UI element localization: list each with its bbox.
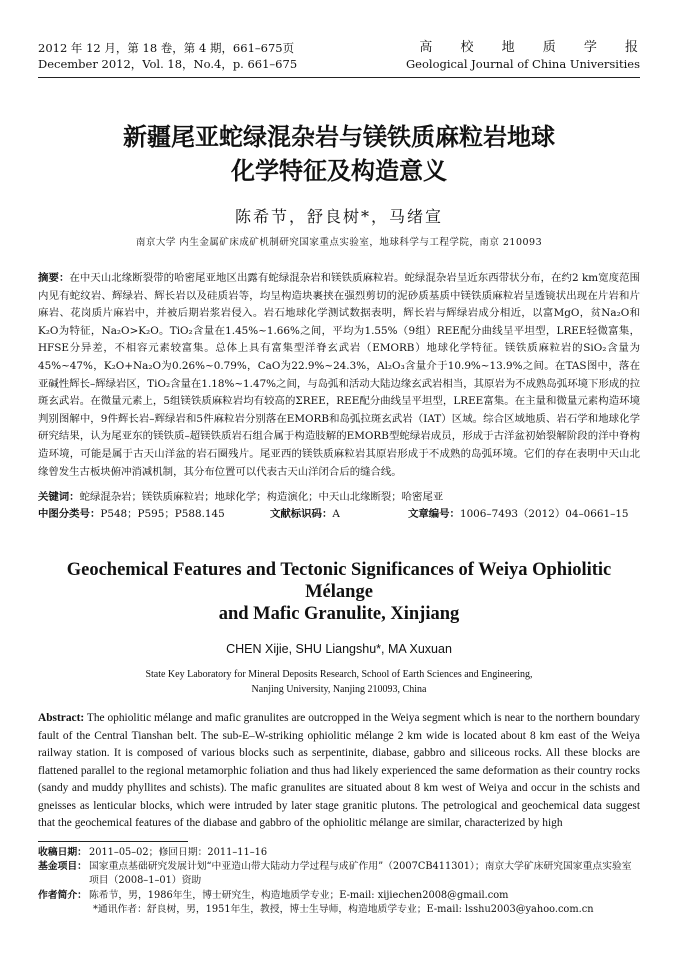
title-en-line1: Geochemical Features and Tectonic Significances of Weiya Ophiolitic Mélange bbox=[66, 560, 612, 603]
authors-cn: 陈希节，舒良树*，马绪宣 bbox=[234, 207, 443, 226]
affiliation-cn: 南京大学 内生金属矿床成矿机制研究国家重点实验室，地球科学与工程学院，南京 210093 bbox=[135, 237, 543, 248]
fund-info bbox=[38, 860, 640, 889]
affiliation-en bbox=[38, 667, 640, 697]
article-label: 文章编号： bbox=[408, 508, 460, 521]
fund-text bbox=[89, 860, 640, 889]
received-date bbox=[38, 846, 640, 860]
clc-value: P548；P595；P588.145 bbox=[100, 508, 225, 521]
author-text: 陈希节，男，1986年生，博士研究生，构造地质学专业；E-mail: xijiechen2008@gmail.com bbox=[88, 889, 509, 901]
running-header bbox=[38, 0, 650, 72]
received-label: 收稿日期： bbox=[38, 846, 87, 858]
header-rule bbox=[38, 77, 640, 78]
abstract-en-label: Abstract: bbox=[38, 712, 85, 725]
doc-label: 文献标识码： bbox=[270, 508, 333, 521]
author-label: 作者简介： bbox=[38, 889, 87, 901]
fund-label: 基金项目： bbox=[38, 860, 87, 872]
article-number bbox=[408, 506, 629, 523]
abstract-cn-label: 摘要： bbox=[38, 272, 70, 284]
fund-line1: 国家重点基础研究发展计划“中亚造山带大陆动力学过程与成矿作用”（2007CB411301）；南京大学矿床研究国家重点实验室 bbox=[88, 860, 632, 872]
doc-value: A bbox=[332, 508, 340, 521]
article-value: 1006–7493（2012）04–0661–15 bbox=[459, 508, 629, 521]
title-cn-line1: 新疆尾亚蛇绿混杂岩与镁铁质麻粒岩地球 bbox=[123, 123, 555, 151]
issue-info-en: December 2012，Vol. 18，No.4，p. 661–675 bbox=[38, 57, 298, 71]
title-en bbox=[38, 559, 640, 625]
issue-info-cn: 2012 年 12 月，第 18 卷，第 4 期，661–675页 bbox=[38, 41, 295, 55]
footnote-rule bbox=[38, 841, 188, 842]
footnotes bbox=[38, 846, 640, 917]
clc-label: 中图分类号： bbox=[38, 508, 101, 521]
author-bio bbox=[38, 889, 640, 903]
title-cn-line2: 化学特征及构造意义 bbox=[231, 157, 447, 185]
affiliation-en-line2: Nanjing University, Nanjing 210093, China bbox=[251, 684, 427, 696]
clc-number bbox=[38, 506, 270, 523]
journal-name-en: Geological Journal of China Universities bbox=[405, 57, 640, 71]
journal-name bbox=[405, 40, 650, 72]
abstract-en-text: The ophiolitic mélange and mafic granulites are outcropped in the Weiya segment which is near to the northern boundary fault of the Central Tianshan belt. The sub-E–W-striking ophiolitic mélange 2 km wide is located about 8 km east of the Weiya railway station. It is composed of various blocks such as serpentinite, diabase, gabbro and siliceous rocks. All these blocks are flattened parallel to the regional metamorphic foliation and thus had likely experienced the same deformation as their country rocks (sandy and muddy phyllites and schists). The mafic granulites are situated about 8 km west of Weiya and occur in the schists and gneisses as lenticular blocks, which were intruded by later stage granitic plutons. The petrological and geochemical data suggest that the geochemical features of the diabase and gabbro of the ophiolitic mélange are similar, characterized by high bbox=[38, 712, 640, 830]
abstract-cn bbox=[38, 270, 640, 481]
abstract-cn-text: 在中天山北缘断裂带的哈密尾亚地区出露有蛇绿混杂岩和镁铁质麻粒岩。蛇绿混杂岩呈近东西带状分布，在约2 km宽度范围内见有蛇纹岩、辉绿岩、辉长岩以及硅质岩等，均呈构造块裹挟在强烈剪切的泥砂质基质中镁铁质麻粒岩呈透镜状出现在片岩和片麻岩、花岗质片麻岩中，并被后期岩浆岩侵入。岩石地球化学测试数据表明，辉长岩与辉绿岩成分相近，以富MgO，贫Na₂O和K₂O为特征，Na₂O>K₂O。TiO₂含量在1.45%~1.66%之间，平均为1.55%（9组）REE配分曲线呈平坦型，LREE轻微富集，HFSE分异差，不相容元素较富集。总体上具有富集型洋脊玄武岩（EMORB）地球化学特征。镁铁质麻粒岩的SiO₂含量为45%~47%，K₂O+Na₂O为0.26%~0.79%，CaO为22.9%~24.3%，Al₂O₃含量介于10.9%~13.9%之间。在TAS图中，落在亚碱性辉长–辉绿岩区，TiO₂含量在1.18%~1.47%之间，与岛弧和活动大陆边缘玄武岩相当，其原岩为不成熟岛弧环境下形成的拉斑玄武岩。在微量元素上，5组镁铁质麻粒岩均有较高的ΣREE，REE配分曲线呈平坦型，LREE富集。在主量和微量元素构造环境判别图解中，9件辉长岩–辉绿岩和5件麻粒岩分别落在EMORB和岛弧拉斑玄武岩（IAT）区域。综合区域地质、岩石学和地球化学研究结果，认为尾亚东的镁铁质–超镁铁质岩石组合属于构造肢解的EMORB型蛇绿岩成员，形成于古洋盆初始裂解阶段的洋中脊构造环境，可能是属于古天山洋盆的岩石圈残片。尾亚西的镁铁质麻粒岩其原岩形成于不成熟的岛弧环境。它们的存在表明中天山北缘曾发生古板块俯冲消减机制，其分布位置可以代表古天山洋闭合后的缝合线。 bbox=[38, 272, 641, 478]
authors-en: CHEN Xijie, SHU Liangshu*, MA Xuxuan bbox=[226, 642, 452, 657]
classification-row bbox=[38, 506, 640, 523]
abstract-en bbox=[38, 710, 640, 833]
title-en-line2: and Mafic Granulite, Xinjiang bbox=[218, 604, 460, 625]
title-cn bbox=[38, 120, 640, 188]
corresponding-author: *通讯作者：舒良树，男，1951年生，教授，博士生导师，构造地质学专业；E-mail: lsshu2003@yahoo.com.cn bbox=[93, 903, 594, 915]
document-code bbox=[270, 506, 408, 523]
keywords-cn bbox=[38, 489, 640, 506]
issue-info bbox=[38, 40, 297, 72]
received-text: 2011–05–02；修回日期：2011–11–16 bbox=[88, 846, 268, 858]
fund-line2: 项目（2008–1–01）资助 bbox=[88, 875, 202, 887]
journal-name-cn: 高 校 地 质 学 报 bbox=[419, 40, 650, 55]
affiliation-en-line1: State Key Laboratory for Mineral Deposits Research, School of Earth Sciences and Engineering, bbox=[145, 669, 533, 681]
keywords-cn-text: 蛇绿混杂岩；镁铁质麻粒岩；地球化学；构造演化；中天山北缘断裂；哈密尾亚 bbox=[79, 491, 444, 504]
keywords-cn-label: 关键词： bbox=[38, 491, 80, 504]
